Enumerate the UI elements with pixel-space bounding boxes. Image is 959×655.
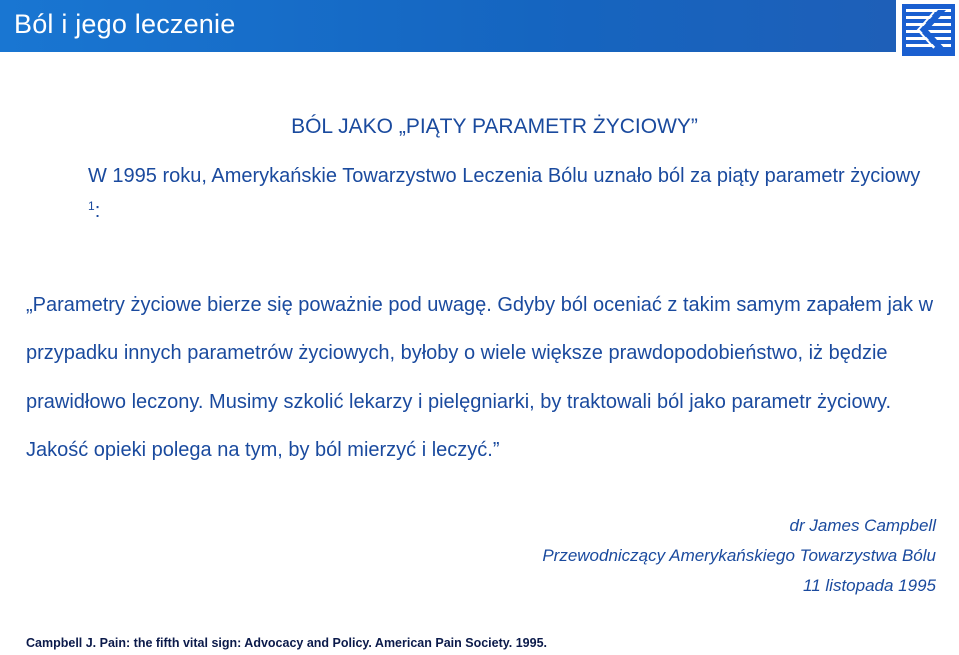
footnote-mark: 1 [88,199,95,213]
reference-citation: Campbell J. Pain: the fifth vital sign: Advocacy and Policy. American Pain Society. 1995. [26,636,547,650]
intro-text: W 1995 roku, Amerykańskie Towarzystwo Leczenia Bólu uznało ból za piąty parametr życiowy [88,165,921,187]
quote-paragraph: „Parametry życiowe bierze się poważnie pod uwagę. Gdyby ból oceniać z takim samym zapałem jak w przypadku innych parametrów życiowych, byłoby o wiele większe prawdopodobieństwo, iż będzie prawidłowo leczony. Musimy szkolić lekarzy i pielęgniarki, by traktowali ból jako parametr życiowy. Jakość opieki polega na tym, by ból mierzyć i leczyć.” [26,294,934,461]
signature-name: dr James Campbell [789,516,936,535]
intro-paragraph [88,159,928,229]
signature-role: Przewodniczący Amerykańskiego Towarzystwa Bólu [542,546,936,565]
page-title: Ból i jego leczenie [14,9,236,39]
section-heading: BÓL JAKO „PIĄTY PARAMETR ŻYCIOWY” [291,115,698,138]
intro-suffix: : [94,200,101,222]
institution-logo-icon [898,0,959,60]
signature-date: 11 listopada 1995 [803,576,936,595]
header-bar [0,0,896,52]
